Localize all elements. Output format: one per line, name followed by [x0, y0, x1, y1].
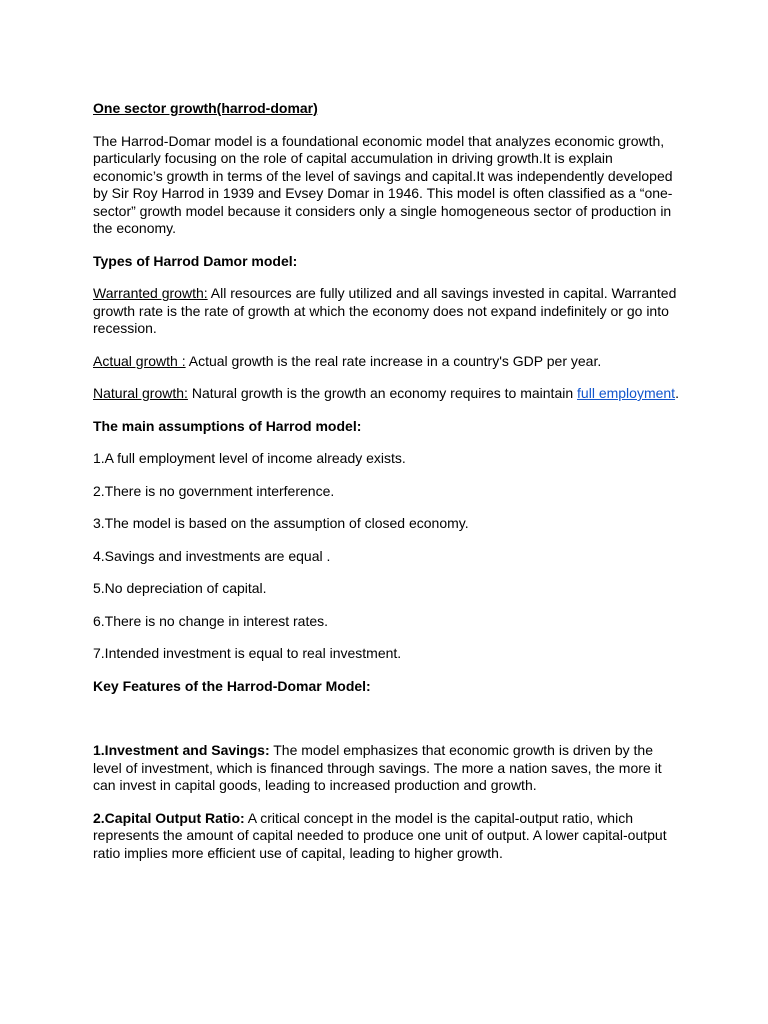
assumption-item: 7.Intended investment is equal to real investment. [93, 645, 402, 661]
feature-text: A critical concept in the model is the capital-output ratio, which represents the amount of capital needed to produce one unit of output. A lower capital-output ratio implies more efficient use of capital, leading to higher growth. [93, 809, 667, 861]
feature-text: The model emphasizes that economic growth is driven by the level of investment, which is financed through savings. The more a nation saves, the more it can invest in capital goods, leading to increased production and growth. [93, 742, 662, 793]
feature-label: 1.Investment and Savings: [93, 742, 270, 758]
assumption-item: 6.There is no change in interest rates. [93, 612, 329, 629]
actual-growth-text: Actual growth is the real rate increase in a country's GDP per year. [185, 352, 602, 369]
assumption-item: 3.The model is based on the assumption of closed economy. [93, 515, 469, 531]
actual-growth-label: Actual growth : [93, 352, 186, 369]
blank-line [93, 710, 683, 742]
natural-growth-paragraph [93, 385, 683, 403]
full-employment-link[interactable]: full employment [577, 385, 676, 401]
document-title: One sector growth(harrod-domar) [93, 100, 318, 116]
warranted-growth-text: All resources are fully utilized and all savings invested in capital. Warranted growth rate is the rate of growth at which the economy does not expand indefinitely or go into recession. [93, 285, 677, 336]
warranted-growth-paragraph [93, 285, 683, 338]
natural-growth-text: Natural growth is the growth an economy requires to maintain [187, 385, 578, 401]
actual-growth-paragraph [93, 353, 683, 371]
types-heading: Types of Harrod Damor model: [93, 252, 298, 269]
assumption-item: 2.There is no government interference. [93, 482, 335, 499]
assumptions-heading: The main assumptions of Harrod model: [93, 417, 362, 434]
intro-paragraph: The Harrod-Domar model is a foundational economic model that analyzes economic growth, particularly focusing on the role of capital accumulation in driving growth.It is explain economic’s growth in terms of the level of savings and capital.It was independently developed by Sir Roy Harrod in 1939 and Evsey Domar in 1946. This model is often classified as a “one-sector” growth model because it considers only a single homogeneous sector of production in the economy. [93, 132, 673, 236]
feature-capital-output-ratio [93, 810, 683, 863]
features-heading: Key Features of the Harrod-Domar Model: [93, 677, 371, 694]
natural-growth-after: . [675, 385, 679, 401]
feature-investment-savings [93, 742, 683, 795]
natural-growth-label: Natural growth: [93, 385, 188, 401]
feature-label: 2.Capital Output Ratio: [93, 809, 245, 826]
warranted-growth-label: Warranted growth: [93, 285, 208, 301]
assumption-item: 5.No depreciation of capital. [93, 580, 267, 596]
assumption-item: 4.Savings and investments are equal . [93, 547, 331, 564]
assumption-item: 1.A full employment level of income already exists. [93, 450, 406, 466]
document-page [93, 100, 683, 877]
